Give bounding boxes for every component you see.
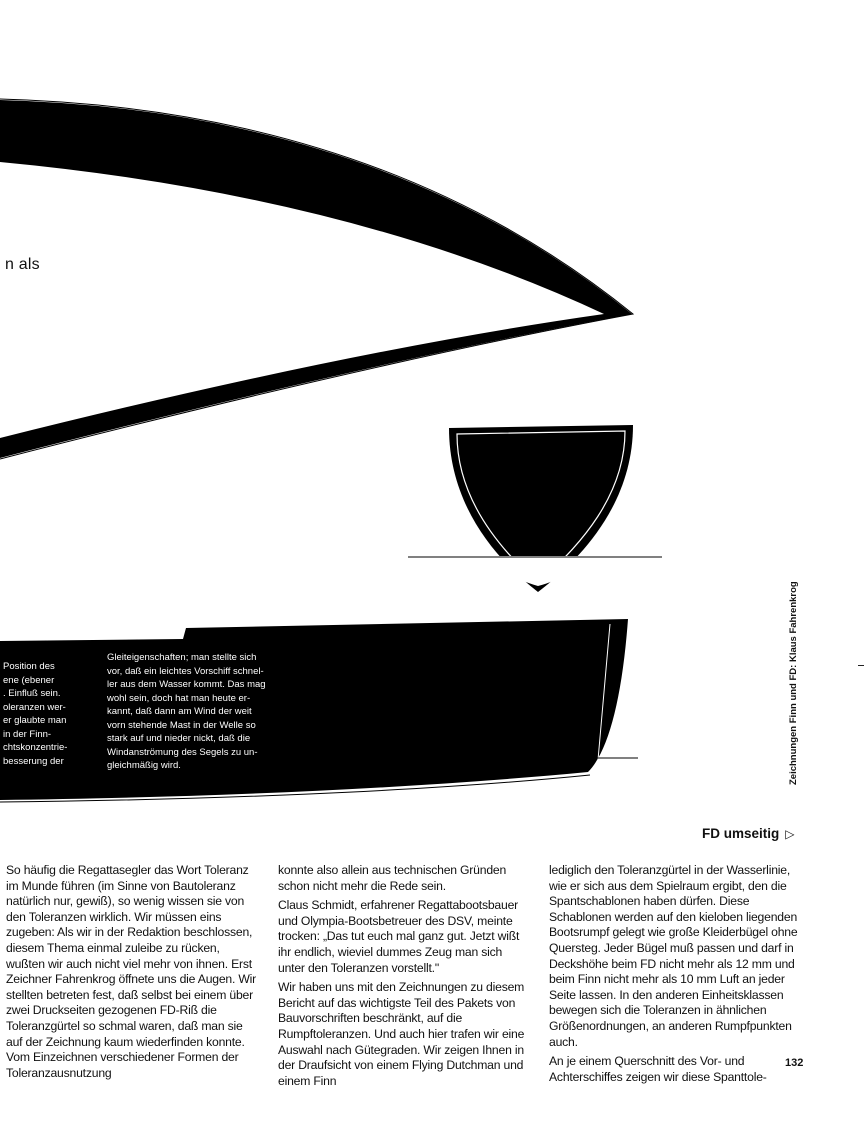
paragraph: konnte also allein aus technischen Gründen schon nicht mehr die Rede sein. bbox=[278, 863, 507, 893]
plan-view-tolerance-band bbox=[0, 100, 632, 458]
article-column-3 bbox=[549, 863, 803, 1085]
caption-line: besserung der bbox=[3, 755, 64, 767]
caption-line: in der Finn- bbox=[3, 728, 52, 740]
headline: n als bbox=[5, 256, 40, 273]
paragraph: Claus Schmidt, erfahrener Regattabootsbauer und Olympia-Bootsbetreuer des DSV, meinte trocken: „Das tut euch mal ganz gut. Jetzt wißt ihr endlich, wieviel dummes Zeug man sich unter den Toleranzen vorstellt." bbox=[278, 898, 520, 975]
triangle-right-icon: ▷ bbox=[785, 827, 795, 841]
caption-line: ene (ebener bbox=[3, 674, 55, 686]
caption-line: vor, daß ein leichtes Vorschiff schnel- bbox=[107, 665, 264, 677]
caption-box-right bbox=[107, 651, 266, 773]
edge-mark bbox=[858, 665, 864, 666]
caption-line: stark auf und nieder nickt, daß die bbox=[107, 733, 251, 744]
drawing-credit-text: Zeichnungen Finn und FD: Klaus Fahrenkrog bbox=[788, 581, 799, 785]
caption-line: vorn stehende Mast in der Welle so bbox=[107, 719, 256, 731]
fd-continued-link[interactable] bbox=[702, 826, 795, 841]
article-column-2 bbox=[278, 863, 532, 1089]
paragraph: An je einem Querschnitt des Vor- und Achterschiffes zeigen wir diese Spanttole- bbox=[549, 1054, 767, 1084]
caption-line: gleichmäßig wird. bbox=[107, 760, 181, 771]
caption-line: Gleiteigenschaften; man stellte sich bbox=[107, 652, 257, 663]
caption-box-left bbox=[3, 660, 67, 768]
paragraph: So häufig die Regattasegler das Wort Toleranz im Munde führen (im Sinne von Bautoleranz natürlich nur, gewiß), so wenig wissen sie von den Toleranzen wirklich. Wir müssen eins zugeben: Als wir in der Redaktion beschlossen, diesem Thema einmal zuleibe zu rücken, wußten wir auch nicht viel mehr von ihnen. Erst Zeichner Fahrenkrog öffnete uns die Augen. Wir stellten betreten fest, daß selbst bei einem über zwei Druckseiten gezogenen FD-Riß die Toleranzgürtel so schmal waren, daß man sie auf der Zeichnung kaum wiederfinden konnte. Vom Einzeichnen verschiedener Formen der Toleranzausnutzung bbox=[6, 863, 257, 1080]
page-number: 132 bbox=[785, 1057, 804, 1069]
caption-line: oleranzen wer- bbox=[3, 701, 66, 713]
paragraph: lediglich den Toleranzgürtel in der Wasserlinie, wie er sich aus dem Spielraum ergibt, den die Spantschablonen haben dürfen. Diese Schablonen werden auf den kieloben liegenden Bootsrumpf gelegt wie große Kleiderbügel ohne Quersteg. Jeder Bügel muß passen und darf in Deckshöhe beim FD nicht mehr als 12 mm und beim Finn nicht mehr als 10 mm Luft an jeder Seite lassen. In den anderen Einheitsklassen bewegen sich die Toleranzen in ähnlichen Größenordnungen, an anderen Rumpfpunkten auch. bbox=[549, 863, 798, 1049]
caption-line: ler aus dem Wasser kommt. Das mag bbox=[107, 679, 266, 690]
caption-line: Windanströmung des Segels zu un- bbox=[107, 746, 258, 758]
fd-link-label: FD umseitig bbox=[702, 826, 780, 841]
cross-section-white-area bbox=[486, 556, 590, 586]
paragraph: Wir haben uns mit den Zeichnungen zu diesem Bericht auf das wichtigste Teil des Pakets von Bauvorschriften beschränkt, auf die Rumpftoleranzen. Und auch hier trafen wir eine Auswahl nach Gütegraden. Wir zeigen Ihnen in der Draufsicht von einem Flying Dutchman und einem Finn bbox=[278, 980, 525, 1088]
caption-line: kannt, daß dann am Wind der weit bbox=[107, 706, 252, 717]
article-column-1 bbox=[6, 863, 260, 1081]
caption-line: chtskonzentrie- bbox=[3, 742, 68, 753]
caption-line: wohl sein, doch hat man heute er- bbox=[107, 692, 251, 704]
side-profile-band bbox=[0, 619, 628, 800]
caption-line: . Einfluß sein. bbox=[3, 688, 61, 699]
caption-line: Position des bbox=[3, 661, 55, 672]
caption-line: er glaubte man bbox=[3, 715, 67, 726]
